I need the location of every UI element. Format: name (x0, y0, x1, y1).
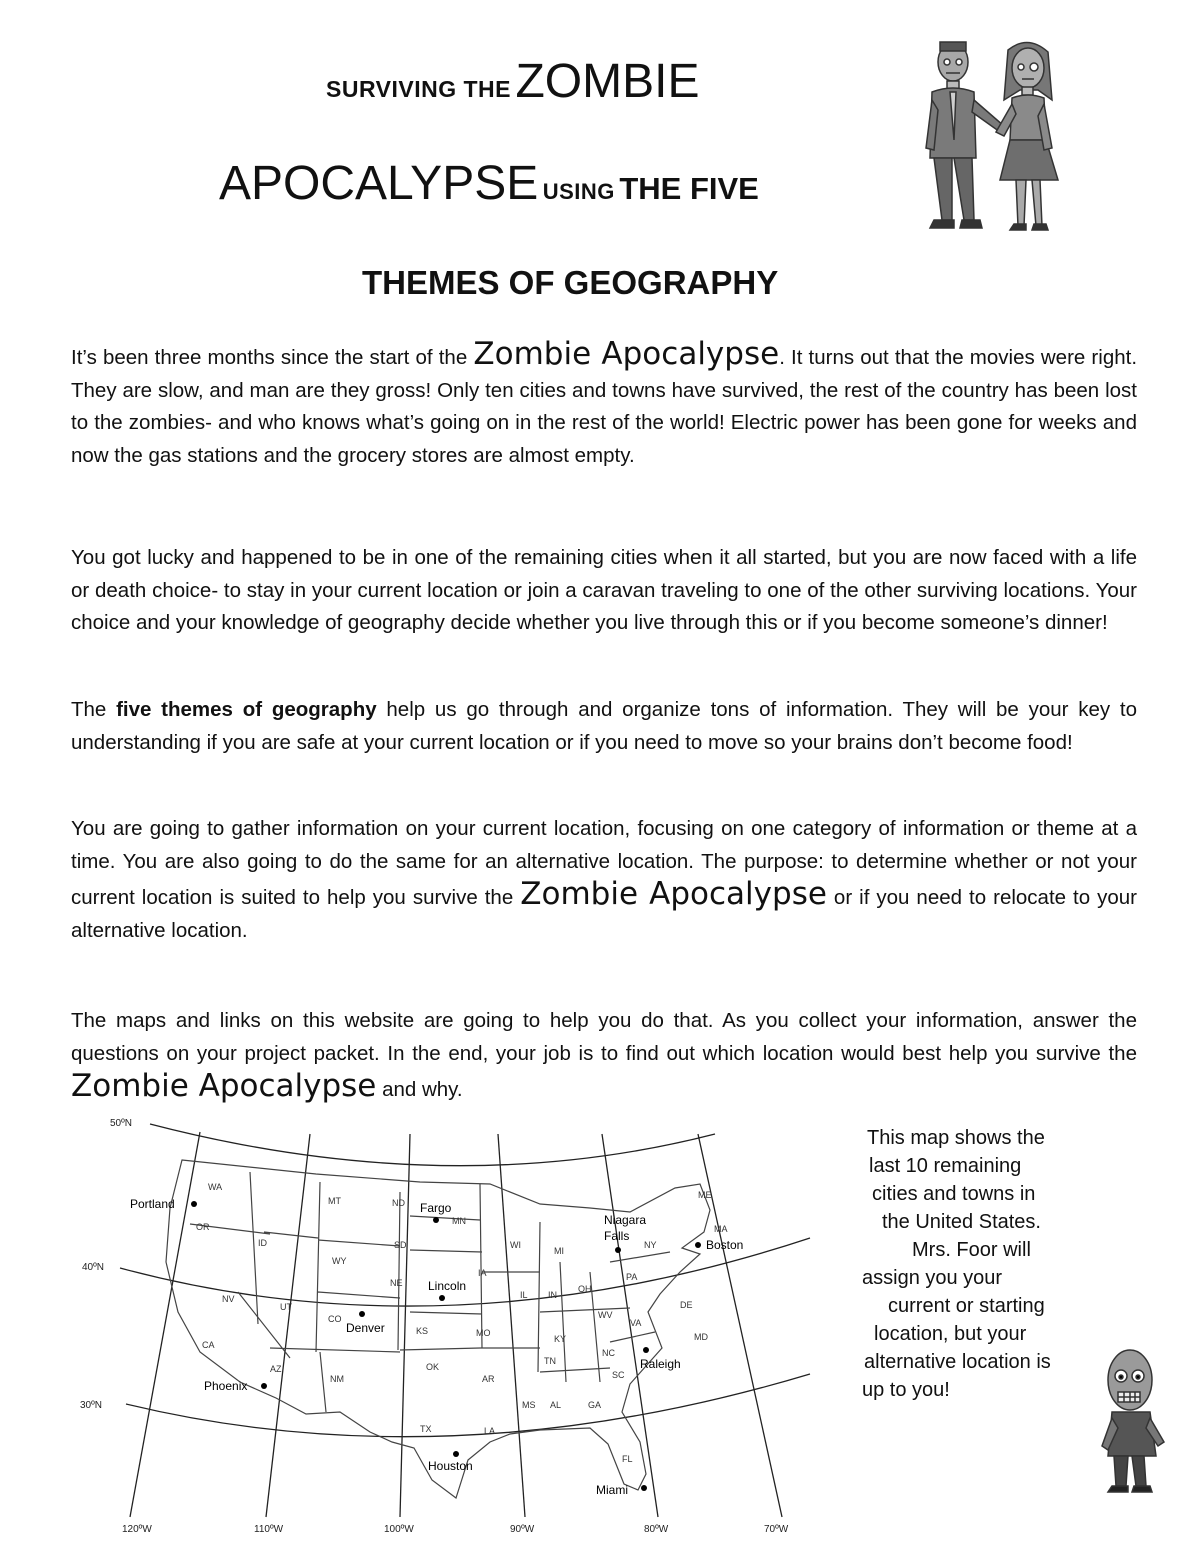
side-note-line: This map shows the (867, 1127, 1045, 1149)
state-label: UT (280, 1302, 292, 1312)
state-label: NE (390, 1278, 403, 1288)
state-label: IA (478, 1268, 487, 1278)
city-label-niagara: Niagara (604, 1213, 647, 1227)
maps-text-a: The maps and links on this website are going to help you do that. As you collect your information, answer the questions on your project packet. In the end, your job is to find out which location would best help you survive the (71, 1009, 1137, 1065)
title-themes: THEMES OF GEOGRAPHY (362, 264, 779, 301)
zombie-apocalypse-phrase: Zombie Apocalypse (71, 1068, 377, 1104)
state-label: TN (544, 1356, 556, 1366)
state-label: NC (602, 1348, 615, 1358)
city-dot-miami (641, 1485, 647, 1491)
side-note-line: location, but your (874, 1323, 1027, 1345)
city-label-fargo: Fargo (420, 1201, 452, 1215)
side-note-line: alternative location is (864, 1351, 1051, 1373)
side-note-line: the United States. (882, 1211, 1041, 1233)
state-label: PA (626, 1272, 638, 1282)
title-using: USING (542, 179, 615, 204)
state-label: CA (202, 1340, 215, 1350)
state-label: FL (622, 1454, 633, 1464)
state-label: OK (426, 1362, 440, 1372)
maps-text-b: and why. (382, 1078, 463, 1101)
longitude-line-100 (400, 1134, 410, 1517)
state-label: KY (554, 1334, 567, 1344)
state-label: ME (698, 1190, 712, 1200)
longitude-label: 80ºW (644, 1524, 669, 1535)
state-label: IL (520, 1290, 528, 1300)
purpose-paragraph (71, 812, 1137, 947)
state-abbreviations (196, 1182, 728, 1464)
state-label: LA (484, 1426, 496, 1436)
title-line-2 (219, 156, 759, 211)
themes-text-a: The (71, 698, 107, 721)
state-label: MD (694, 1332, 708, 1342)
state-label: OR (196, 1222, 210, 1232)
city-dot-houston (453, 1451, 459, 1457)
zombie-couple-illustration (920, 40, 1070, 235)
state-label: NY (644, 1240, 657, 1250)
latitude-label: 40ºN (82, 1262, 104, 1273)
city-dot-lincoln (439, 1295, 445, 1301)
state-label: GA (588, 1400, 602, 1410)
title-surviving: SURVIVING THE (326, 76, 511, 102)
city-dot-portland (191, 1201, 197, 1207)
longitude-label: 70ºW (764, 1524, 789, 1535)
state-label: MI (554, 1246, 564, 1256)
state-label: CO (328, 1314, 342, 1324)
purpose-text-b: or if you need to relocate to your alternative location. (71, 886, 1138, 942)
longitude-label: 110ºW (254, 1524, 284, 1535)
longitude-line-120 (130, 1132, 200, 1517)
side-note-line: cities and towns in (872, 1183, 1036, 1205)
state-label: AR (482, 1374, 495, 1384)
city-label-phoenix: Phoenix (204, 1379, 248, 1393)
longitude-label: 100ºW (384, 1524, 414, 1535)
state-label: VA (630, 1318, 642, 1328)
city-dot-fargo (433, 1217, 439, 1223)
city-dot-niagara-falls (615, 1247, 621, 1253)
themes-paragraph (71, 694, 1137, 759)
state-label: WI (510, 1240, 521, 1250)
city-dot-phoenix (261, 1383, 267, 1389)
title-line-1 (326, 54, 699, 109)
city-label-raleigh: Raleigh (640, 1357, 681, 1371)
map-side-note (862, 1124, 1102, 1404)
choice-paragraph: You got lucky and happened to be in one of the remaining cities when it all started, but you are now faced with a life or death choice- to stay in your current location or join a caravan traveling to one of the other surviving locations. Your choice and your knowledge of geography decide whether you live through this or if you become someone’s dinner! (71, 546, 1137, 634)
side-note-line: Mrs. Foor will (912, 1239, 1031, 1261)
state-label: MS (522, 1400, 536, 1410)
state-label: MO (476, 1328, 491, 1338)
purpose-text-a: You are going to gather information on your current location, focusing on one category of information or theme at a time. You are also going to do the same for an alternative location. The purpose: to determine whether or not your current location is suited to help you survive the (71, 817, 1137, 909)
themes-text-b: help us go through and organize tons of information. They will be your key to understanding if you are safe at your current location or if you need to move so your brains don’t become food! (71, 698, 1137, 754)
state-label: MN (452, 1216, 466, 1226)
intro-text-a: It’s been three months since the start of the (71, 346, 468, 369)
title-the-five: THE FIVE (619, 171, 759, 206)
state-label: IN (548, 1290, 557, 1300)
state-label: SC (612, 1370, 625, 1380)
title-zombie: ZOMBIE (515, 55, 700, 108)
state-label: OH (578, 1284, 592, 1294)
side-note-line: up to you! (862, 1379, 950, 1401)
longitude-label: 120ºW (122, 1524, 152, 1535)
state-label: TX (420, 1424, 432, 1434)
state-label: KS (416, 1326, 429, 1336)
longitude-line-90 (498, 1134, 525, 1517)
state-label: AL (550, 1400, 562, 1410)
title-apocalypse: APOCALYPSE (219, 157, 539, 210)
city-label-boston: Boston (706, 1238, 744, 1252)
state-label: NM (330, 1374, 344, 1384)
side-note-line: last 10 remaining (869, 1155, 1022, 1177)
state-label: WY (332, 1256, 347, 1266)
zombie-apocalypse-phrase: Zombie Apocalypse (520, 876, 827, 912)
longitude-label: 90ºW (510, 1524, 535, 1535)
state-label: MT (328, 1196, 341, 1206)
zombie-illustration (1100, 1346, 1170, 1496)
city-label-falls: Falls (604, 1229, 630, 1243)
city-dot-raleigh (643, 1347, 649, 1353)
side-note-line: current or starting (888, 1295, 1045, 1317)
latitude-label: 30ºN (80, 1400, 102, 1411)
state-label: ND (392, 1198, 405, 1208)
five-themes-bold: five themes of geography (116, 698, 377, 721)
intro-text-b: . It turns out that the movies were right. They are slow, and man are they gross! Only ten cities and towns have survived, the rest of the country has been lost to the zombies- and who knows what’s going on in the rest of the world! Electric power has been gone for weeks and now the gas stations and the grocery stores are almost empty. (71, 346, 1138, 467)
city-label-portland: Portland (130, 1197, 175, 1211)
side-note-line: assign you your (862, 1267, 1003, 1289)
state-label: ID (258, 1238, 267, 1248)
state-label: WA (208, 1182, 223, 1192)
us-map (70, 1112, 830, 1542)
city-label-denver: Denver (346, 1321, 385, 1335)
state-label: AZ (270, 1364, 282, 1374)
city-dot-denver (359, 1311, 365, 1317)
longitude-line-110 (266, 1134, 310, 1517)
latitude-line-50 (150, 1124, 715, 1166)
city-label-houston: Houston (428, 1459, 473, 1473)
zombie-apocalypse-phrase: Zombie Apocalypse (473, 336, 780, 372)
state-label: MA (714, 1224, 728, 1234)
city-label-miami: Miami (596, 1483, 628, 1497)
state-label: SD (394, 1240, 407, 1250)
city-label-lincoln: Lincoln (428, 1279, 467, 1293)
maps-paragraph (71, 1004, 1137, 1106)
state-label: NV (222, 1294, 235, 1304)
latitude-label: 50ºN (110, 1118, 132, 1129)
state-label: WV (598, 1310, 613, 1320)
state-label: DE (680, 1300, 693, 1310)
intro-paragraph (71, 338, 1137, 472)
city-dot-boston (695, 1242, 701, 1248)
